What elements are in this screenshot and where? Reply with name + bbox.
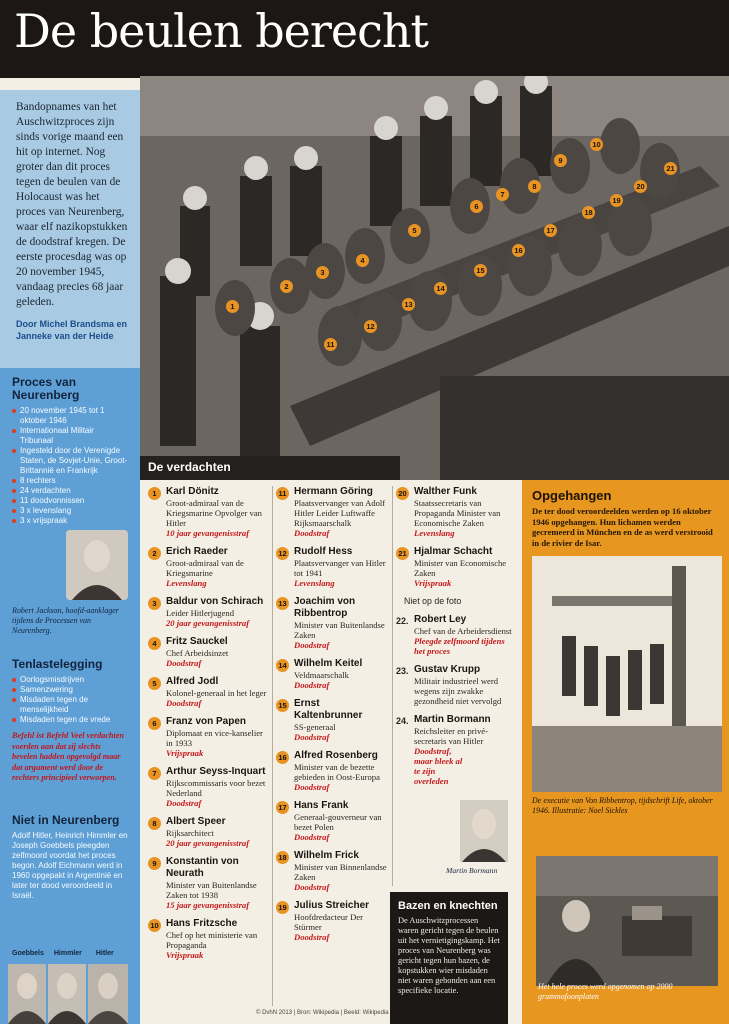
suspect-verdict: Doodstraf	[166, 798, 202, 808]
niet-heading: Niet in Neurenberg	[12, 813, 120, 827]
list-item	[276, 750, 390, 792]
suspect-name: Franz von Papen	[166, 716, 247, 727]
suspect-verdict: Pleegde zelfmoord tijdens het proces	[414, 636, 505, 656]
page-title: De beulen berecht	[14, 4, 428, 58]
suspect-verdict: Vrijspraak	[414, 578, 452, 588]
suspect-description: Veldmaarschalk	[294, 670, 349, 680]
suspect-verdict: Levenslang	[294, 578, 335, 588]
list-item	[148, 918, 270, 960]
goebbels-portrait	[8, 964, 46, 1024]
bormann-caption: Martin Bormann	[446, 866, 498, 875]
suspect-number: 3	[148, 597, 161, 610]
suspects-column-2	[276, 486, 390, 950]
suspect-description: Generaal-gouverneur van bezet Polen	[294, 812, 382, 832]
suspect-number: 15	[276, 699, 289, 712]
suspect-description: Minister van Economische Zaken	[414, 558, 507, 578]
suspect-number: 4	[148, 637, 161, 650]
list-item	[396, 714, 516, 786]
photo-marker-19: 19	[610, 194, 623, 207]
list-item	[396, 546, 516, 588]
suspect-name: Arthur Seyss-Inquart	[166, 766, 266, 777]
suspect-name: Gustav Krupp	[414, 664, 481, 675]
name-hitler: Hitler	[95, 950, 114, 957]
suspect-description: SS-generaal	[294, 722, 336, 732]
suspect-description: Chef op het ministerie van Propaganda	[166, 930, 258, 950]
suspect-verdict: Vrijspraak	[166, 950, 204, 960]
list-item	[148, 486, 270, 538]
list-item: 20 november 1945 tot 1 oktober 1946	[12, 406, 128, 426]
suspect-name: Alfred Rosenberg	[294, 750, 378, 761]
suspect-description: Groot-admiraal van de Kriegsmarine Opvolger van Hitler	[166, 498, 262, 528]
niet-text: Adolf Hitler, Heinrich Himmler en Joseph Goebbels pleegden zelfmoord voordat het proces begon. Adolf Eichmann werd in 1960 opgepakt in Argentinië en later ter dood veroordeeld in Israël.	[12, 831, 128, 900]
photo-marker-10: 10	[590, 138, 603, 151]
list-item	[276, 486, 390, 538]
suspect-description: Minister van Binnenlandse Zaken	[294, 862, 387, 882]
list-item	[276, 698, 390, 742]
list-item	[148, 856, 270, 910]
photo-marker-8: 8	[528, 180, 541, 193]
name-himmler: Himmler	[53, 950, 82, 957]
list-item	[148, 716, 270, 758]
nazi-names	[12, 950, 128, 957]
hanged-box	[522, 480, 729, 1024]
list-item: 8 rechters	[12, 476, 128, 486]
list-item	[148, 546, 270, 588]
name-goebbels: Goebbels	[12, 950, 44, 957]
list-item	[396, 486, 516, 538]
column-divider	[392, 486, 393, 886]
suspect-name: Konstantin von Neurath	[166, 856, 239, 879]
suspect-name: Hermann Göring	[294, 486, 373, 497]
proces-heading: Proces van Neurenberg	[12, 375, 80, 402]
suspect-name: Fritz Sauckel	[166, 636, 228, 647]
courtroom-illustration	[140, 76, 729, 480]
gramophone-photo	[536, 856, 718, 986]
suspect-name: Martin Bormann	[414, 714, 491, 725]
suspect-description: Chef Arbeidsinzet	[166, 648, 229, 658]
suspect-verdict: Doodstraf	[166, 698, 202, 708]
suspect-number: 7	[148, 767, 161, 780]
suspect-verdict: Doodstraf	[294, 640, 330, 650]
suspect-number: 22.	[396, 616, 409, 626]
befehl-text: Befehl ist Befehl Veel verdachten voerden aan dat zij slechts bevelen hadden opgevolgd maar dat argument werd door de rechters principieel verworpen.	[12, 731, 124, 782]
suspect-name: Joachim von Ribbentrop	[294, 596, 356, 619]
list-item: 3 x levenslang	[12, 506, 128, 516]
column-divider	[272, 486, 273, 1006]
suspect-number: 24.	[396, 716, 409, 726]
suspect-name: Walther Funk	[414, 486, 477, 497]
byline: Door Michel Brandsma en Janneke van der Heide	[16, 319, 128, 341]
bormann-portrait	[460, 800, 508, 862]
photo-marker-2: 2	[280, 280, 293, 293]
list-item	[148, 766, 270, 808]
jackson-portrait	[66, 530, 128, 600]
suspect-description: Plaatsvervanger van Adolf Hitler Leider Luftwaffe Rijksmaarschalk	[294, 498, 386, 528]
suspect-description: Diplomaat en vice-kanselier in 1933	[166, 728, 263, 748]
suspect-number: 2	[148, 547, 161, 560]
photo-marker-9: 9	[554, 154, 567, 167]
suspect-verdict: Doodstraf	[294, 782, 330, 792]
suspect-description: Minister van Buitenlandse Zaken tot 1938	[166, 880, 257, 900]
suspect-name: Albert Speer	[166, 816, 226, 827]
suspect-name: Julius Streicher	[294, 900, 370, 911]
list-item	[396, 614, 516, 656]
proces-list	[12, 406, 128, 526]
suspect-number: 21	[396, 547, 409, 560]
list-item: Internationaal Militair Tribunaal	[12, 426, 128, 446]
list-item	[276, 596, 390, 650]
tenlastelegging-list	[12, 675, 128, 725]
suspect-number: 16	[276, 751, 289, 764]
suspect-number: 17	[276, 801, 289, 814]
photo-marker-17: 17	[544, 224, 557, 237]
list-item	[148, 596, 270, 628]
suspect-number: 19	[276, 901, 289, 914]
bazen-box	[390, 892, 508, 1024]
himmler-portrait	[48, 964, 86, 1024]
list-item	[148, 676, 270, 708]
suspect-verdict: Doodstraf	[294, 932, 330, 942]
suspect-name: Baldur von Schirach	[166, 596, 264, 607]
hitler-portrait	[88, 964, 128, 1024]
suspects-column-1	[148, 486, 270, 968]
suspect-description: Hoofdredacteur Der Stürmer	[294, 912, 363, 932]
photo-marker-20: 20	[634, 180, 647, 193]
suspect-number: 1	[148, 487, 161, 500]
suspect-verdict: Doodstraf	[166, 658, 202, 668]
suspect-description: Militair industrieel werd wegens zijn zwakke gezondheid niet vervolgd	[414, 676, 502, 706]
suspect-number: 10	[148, 919, 161, 932]
suspect-number: 9	[148, 857, 161, 870]
header	[0, 0, 729, 78]
suspect-verdict: Levenslang	[166, 578, 207, 588]
photo-marker-13: 13	[402, 298, 415, 311]
photo-marker-7: 7	[496, 188, 509, 201]
suspect-number: 6	[148, 717, 161, 730]
suspect-name: Robert Ley	[414, 614, 467, 625]
suspect-name: Alfred Jodl	[166, 676, 219, 687]
suspect-number: 20	[396, 487, 409, 500]
photo-marker-14: 14	[434, 282, 447, 295]
bazen-heading: Bazen en knechten	[398, 900, 498, 912]
suspects-heading: De verdachten	[140, 456, 400, 480]
tenlastelegging-box	[12, 658, 128, 784]
suspect-number: 5	[148, 677, 161, 690]
photo-marker-15: 15	[474, 264, 487, 277]
photo-marker-12: 12	[364, 320, 377, 333]
suspect-verdict: Doodstraf	[294, 882, 330, 892]
suspect-verdict: 20 jaar gevangenisstraf	[166, 838, 250, 848]
suspect-description: Reichsleiter en privé-secretaris van Hitler	[414, 726, 488, 746]
list-item	[148, 636, 270, 668]
suspect-verdict: Doodstraf	[294, 832, 330, 842]
suspect-number: 23.	[396, 666, 409, 676]
photo-marker-11: 11	[324, 338, 337, 351]
list-item: Oorlogsmisdrijven	[12, 675, 128, 685]
suspect-name: Hans Fritzsche	[166, 918, 238, 929]
list-item	[148, 816, 270, 848]
photo-marker-1: 1	[226, 300, 239, 313]
credit-line: © DvhN 2013 | Bron: Wikipedia | Beeld: Wikipedia	[256, 1010, 389, 1016]
suspect-number: 18	[276, 851, 289, 864]
suspect-verdict: Doodstraf	[294, 528, 330, 538]
niet-box	[12, 814, 128, 901]
suspect-verdict: Doodstraf	[294, 732, 330, 742]
list-item: Misdaden tegen de menselijkheid	[12, 695, 128, 715]
suspect-number: 13	[276, 597, 289, 610]
suspect-name: Erich Raeder	[166, 546, 228, 557]
suspect-verdict: Vrijspraak	[166, 748, 204, 758]
list-item	[276, 850, 390, 892]
photo-marker-5: 5	[408, 224, 421, 237]
suspect-name: Hans Frank	[294, 800, 349, 811]
suspect-verdict: Levenslang	[414, 528, 455, 538]
suspect-verdict: 20 jaar gevangenisstraf	[166, 618, 250, 628]
portrait-illustration	[66, 530, 128, 600]
suspects-column-3	[396, 486, 516, 794]
not-on-photo-label: Niet op de foto	[404, 596, 462, 606]
list-item	[276, 800, 390, 842]
bazen-text: De Auschwitzprocessen waren gericht tegen de beulen uit het vernietigingskamp. Het proces van Neurenberg was gericht tegen hun bazen, de kopstukken wier misdaden niet waren gebonden aan een specifieke locatie.	[398, 916, 500, 995]
photo-marker-18: 18	[582, 206, 595, 219]
suspect-verdict: Doodstraf, maar bleek al te zijn overleden	[414, 746, 463, 786]
suspect-description: Groot-admiraal van de Kriegsmarine	[166, 558, 244, 578]
suspect-name: Hjalmar Schacht	[414, 546, 493, 557]
list-item: 3 x vrijspraak	[12, 516, 128, 526]
list-item	[276, 658, 390, 690]
list-item: 11 doodvonnissen	[12, 496, 128, 506]
photo-marker-6: 6	[470, 200, 483, 213]
list-item	[276, 546, 390, 588]
photo-marker-16: 16	[512, 244, 525, 257]
list-item: 24 verdachten	[12, 486, 128, 496]
suspect-name: Wilhelm Frick	[294, 850, 359, 861]
suspect-description: Minister van Buitenlandse Zaken	[294, 620, 385, 640]
gramophone-caption: Het hele proces werd opgenomen op 2000 grammofoonplaten	[538, 982, 673, 1001]
suspect-description: Chef van de Arbeidersdienst	[414, 626, 512, 636]
hanged-lead: De ter dood veroordeelden werden op 16 oktober 1946 opgehangen. Hun lichamen werden gecremeerd in München en de as werd verstrooid in de rivier de Isar.	[532, 506, 713, 548]
left-column	[0, 368, 140, 1024]
proces-box	[12, 376, 128, 526]
suspect-description: Minister van de bezette gebieden in Oost-Europa	[294, 762, 380, 782]
suspect-name: Rudolf Hess	[294, 546, 353, 557]
hanged-heading: Opgehangen	[532, 488, 612, 503]
intro-text: Bandopnames van het Auschwitzproces zijn sinds vorige maand een hit op internet. Nog groter dan dit proces tegen de beulen van de Holocaust was het proces van Neurenberg, waar elf nazikopstukken de doodstraf kregen. De eerste procesdag was op 20 november 1945, vandaag precies 68 jaar geleden.	[16, 101, 128, 308]
suspect-description: Staatssecretaris van Propaganda Minister van Economische Zaken	[414, 498, 501, 528]
suspect-number: 14	[276, 659, 289, 672]
jackson-caption-box	[12, 606, 128, 636]
suspect-name: Karl Dönitz	[166, 486, 219, 497]
list-item	[396, 664, 516, 706]
courtroom-photo	[140, 76, 729, 480]
suspect-description: Plaatsvervanger van Hitler tot 1941	[294, 558, 386, 578]
execution-caption: De executie van Von Ribbentrop, tijdschrift Life, oktober 1946. Illustratie: Noel Sickles	[532, 796, 713, 815]
suspect-description: Rijkscommissaris voor bezet Nederland	[166, 778, 266, 798]
suspect-number: 11	[276, 487, 289, 500]
suspect-name: Wilhelm Keitel	[294, 658, 363, 669]
list-item: Samenzwering	[12, 685, 128, 695]
suspect-name: Ernst Kaltenbrunner	[294, 698, 363, 721]
jackson-caption: Robert Jackson, hoofd-aanklager tijdens de Processen van Neurenberg.	[12, 606, 119, 635]
suspect-verdict: Doodstraf	[294, 680, 330, 690]
suspect-description: Kolonel-generaal in het leger	[166, 688, 267, 698]
list-item: Misdaden tegen de vrede	[12, 715, 128, 725]
photo-marker-4: 4	[356, 254, 369, 267]
execution-illustration	[532, 556, 722, 792]
tenlastelegging-heading: Tenlastelegging	[12, 657, 103, 671]
suspect-verdict: 15 jaar gevangenisstraf	[166, 900, 250, 910]
suspect-verdict: 10 jaar gevangenisstraf	[166, 528, 250, 538]
suspect-number: 12	[276, 547, 289, 560]
suspect-description: Rijksarchitect	[166, 828, 214, 838]
photo-marker-3: 3	[316, 266, 329, 279]
list-item: Ingesteld door de Verenigde Staten, de Sovjet-Unie, Groot-Brittannië en Frankrijk	[12, 446, 128, 476]
suspect-number: 8	[148, 817, 161, 830]
suspect-description: Leider Hitlerjugend	[166, 608, 235, 618]
photo-marker-21: 21	[664, 162, 677, 175]
list-item	[276, 900, 390, 942]
